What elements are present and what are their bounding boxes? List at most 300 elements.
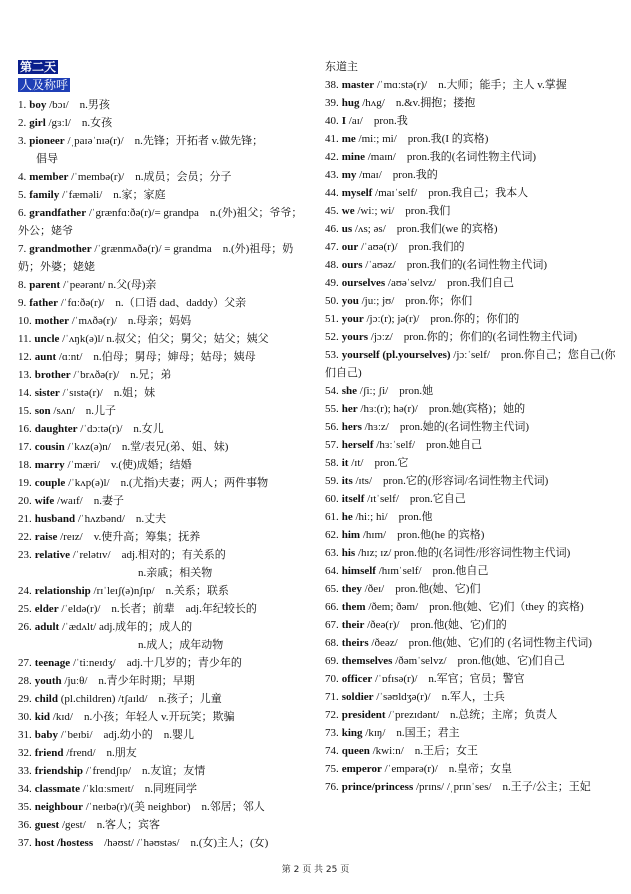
entry-number: 14. <box>18 387 32 399</box>
right-column <box>325 58 617 796</box>
vocab-entry <box>325 310 617 328</box>
entry-number: 74. <box>325 745 339 757</box>
entry-word: yourself (pl.yourselves) <box>341 349 451 361</box>
continued-text: 东道主 <box>325 61 358 73</box>
entry-definition: /ˈprezɪdənt/ n.总统；主席；负责人 <box>385 709 558 721</box>
vocab-entry <box>325 220 617 238</box>
entry-definition: /ˈtiːneɪdʒ/ adj.十几岁的；青少年的 <box>70 657 242 669</box>
entry-word: aunt <box>34 351 57 363</box>
entry-definition: /hɜːˈself/ pron.她自己 <box>373 439 483 451</box>
vocab-list-left <box>18 96 311 852</box>
entry-word: him <box>341 529 361 541</box>
entry-word: its <box>341 475 353 487</box>
vocab-entry <box>325 616 617 634</box>
entry-number: 40. <box>325 115 339 127</box>
entry-number: 12. <box>18 351 32 363</box>
entry-definition: /ˈfɑːðə(r)/ n.（口语 dad、daddy）父亲 <box>57 297 247 309</box>
entry-word: you <box>341 295 359 307</box>
entry-definition: /reɪz/ v.使升高；筹集；抚养 <box>57 531 201 543</box>
vocab-entry <box>325 634 617 652</box>
vocab-entry <box>18 762 311 780</box>
entry-word: we <box>341 205 355 217</box>
entry-word: hers <box>341 421 362 433</box>
entry-number: 37. <box>18 837 32 849</box>
vocab-entry <box>325 436 617 454</box>
entry-word: himself <box>341 565 376 577</box>
entry-number: 30. <box>18 711 32 723</box>
vocab-entry <box>18 348 311 366</box>
vocab-entry <box>18 582 311 600</box>
entry-number: 34. <box>18 783 32 795</box>
entry-definition: /rɪˈleɪʃ(ə)nʃɪp/ n.关系；联系 <box>90 585 229 597</box>
entry-number: 13. <box>18 369 32 381</box>
entry-number: 33. <box>18 765 32 777</box>
entry-number: 58. <box>325 457 339 469</box>
entry-word: pioneer <box>29 135 65 147</box>
vocab-entry <box>325 562 617 580</box>
entry-definition: /prɪns/ /ˌprɪnˈses/ n.王子/公主；王妃 <box>413 781 591 793</box>
entry-number: 39. <box>325 97 339 109</box>
entry-definition: /juː; jʊ/ pron.你；你们 <box>358 295 473 307</box>
entry-number: 51. <box>325 313 339 325</box>
entry-number: 9. <box>18 297 27 309</box>
entry-definition: /ɪtˈself/ pron.它自己 <box>364 493 466 505</box>
entry-definition: /ˈʌŋk(ə)l/ n.叔父；伯父；舅父；姑父；姨父 <box>59 333 269 345</box>
vocab-entry <box>325 580 617 598</box>
entry-definition: /kɪŋ/ n.国王；君主 <box>362 727 460 739</box>
entry-number: 21. <box>18 513 32 525</box>
entry-number: 26. <box>18 621 32 633</box>
entry-word: friend <box>34 747 64 759</box>
vocab-entry <box>18 114 311 132</box>
vocab-entry <box>18 366 311 384</box>
entry-definition: /ðeə(r)/ pron.他(她、它)们的 <box>364 619 507 631</box>
vocab-entry <box>325 76 617 94</box>
vocab-entry <box>18 780 311 798</box>
entry-word: her <box>341 403 358 415</box>
entry-number: 73. <box>325 727 339 739</box>
vocab-entry <box>18 438 311 456</box>
vocab-entry <box>325 454 617 472</box>
entry-number: 5. <box>18 189 27 201</box>
entry-definition: /ˈsəʊldʒə(r)/ n.军人，士兵 <box>373 691 505 703</box>
entry-definition: /kwiːn/ n.王后；女王 <box>369 745 479 757</box>
vocab-entry <box>325 400 617 418</box>
entry-word: me <box>341 133 356 145</box>
entry-word: yours <box>341 331 369 343</box>
entry-number: 16. <box>18 423 32 435</box>
vocab-entry <box>18 672 311 690</box>
entry-number: 42. <box>325 151 339 163</box>
vocab-entry <box>325 526 617 544</box>
entry-word: daughter <box>34 423 78 435</box>
entry-number: 49. <box>325 277 339 289</box>
entry-word: couple <box>34 477 66 489</box>
vocab-entry <box>18 402 311 420</box>
vocab-entry <box>325 778 617 796</box>
entry-number: 56. <box>325 421 339 433</box>
entry-word: their <box>341 619 365 631</box>
entry-word: my <box>341 169 357 181</box>
vocab-entry <box>18 420 311 438</box>
entry-definition: /həʊst/ /ˈhəʊstəs/ n.(女)主人；(女) <box>93 837 269 849</box>
entry-definition: /ˈhʌzbənd/ n.丈夫 <box>75 513 167 525</box>
entry-number: 76. <box>325 781 339 793</box>
entry-word: theirs <box>341 637 369 649</box>
entry-word: husband <box>34 513 76 525</box>
entry-definition: /ˈædʌlt/ adj.成年的；成人的 <box>59 621 193 633</box>
entry-number: 4. <box>18 171 27 183</box>
entry-word: I <box>341 115 347 127</box>
entry-definition: /ˈmɑːstə(r)/ n.大师；能手；主人 v.掌握 <box>374 79 567 91</box>
entry-definition: /ˈrelətɪv/ adj.相对的；有关系的 <box>69 549 226 561</box>
entry-word: king <box>341 727 363 739</box>
entry-definition: /hɪz; ɪz/ pron.他的(名词性/形容词性物主代词) <box>355 547 571 559</box>
entry-word: your <box>341 313 364 325</box>
entry-definition: /ðeɪ/ pron.他(她、它)们 <box>361 583 481 595</box>
entry-number: 22. <box>18 531 32 543</box>
vocab-entry <box>18 96 311 114</box>
entry-word: son <box>34 405 51 417</box>
entry-number: 41. <box>325 133 339 145</box>
entry-number: 65. <box>325 583 339 595</box>
vocab-entry <box>325 112 617 130</box>
page-footer: 第 2 页 共 25 页 <box>281 865 350 875</box>
vocab-entry <box>18 186 311 204</box>
entry-definition: /ɑːnt/ n.伯母；舅母；婶母；姑母；姨母 <box>56 351 256 363</box>
vocab-entry <box>18 834 311 852</box>
entry-definition: /ˈklɑːsmeɪt/ n.同班同学 <box>79 783 197 795</box>
entry-word: grandmother <box>29 243 92 255</box>
entry-definition: /maɪn/ pron.我的(名词性物主代词) <box>364 151 537 163</box>
entry-word: herself <box>341 439 374 451</box>
entry-word: girl <box>29 117 46 129</box>
vocab-entry <box>18 492 311 510</box>
vocab-entry <box>325 328 617 346</box>
entry-number: 19. <box>18 477 32 489</box>
entry-word: family <box>29 189 60 201</box>
entry-definition: /ˈmembə(r)/ n.成员；会员；分子 <box>68 171 232 183</box>
entry-definition: /ˈbeɪbi/ adj.幼小的 n.婴儿 <box>58 729 194 741</box>
entry-definition: /ˈmæri/ v.(使)成婚；结婚 <box>64 459 192 471</box>
entry-definition: /ˈfrendʃɪp/ n.友谊；友情 <box>83 765 206 777</box>
entry-word: friendship <box>34 765 84 777</box>
entry-word: sister <box>34 387 60 399</box>
entry-definition: /ˈgrænmʌðə(r)/ = grandma n.(外)祖母；奶奶；外婆；姥姥 <box>18 243 294 273</box>
entry-definition: /wiː; wi/ pron.我们 <box>354 205 451 217</box>
entry-definition: /ðeəz/ pron.他(她、它)们的 (名词性物主代词) <box>368 637 592 649</box>
entry-word: grandfather <box>29 207 87 219</box>
entry-word: child <box>34 693 58 705</box>
entry-number: 35. <box>18 801 32 813</box>
vocab-entry <box>325 166 617 184</box>
entry-word: emperor <box>341 763 382 775</box>
vocab-entry <box>325 202 617 220</box>
entry-word: officer <box>341 673 373 685</box>
vocab-entry <box>325 418 617 436</box>
entry-number: 63. <box>325 547 339 559</box>
entry-word: prince/princess <box>341 781 414 793</box>
vocab-entry <box>18 726 311 744</box>
entry-word: kid <box>34 711 51 723</box>
vocab-entry <box>325 274 617 292</box>
entry-word: teenage <box>34 657 71 669</box>
entry-number: 2. <box>18 117 27 129</box>
entry-definition: /hɜː(r); hə(r)/ pron.她(宾格)；她的 <box>357 403 526 415</box>
entry-word: host /hostess <box>34 837 94 849</box>
entry-number: 70. <box>325 673 339 685</box>
entry-number: 55. <box>325 403 339 415</box>
vocab-entry <box>325 706 617 724</box>
entry-word: relative <box>34 549 70 561</box>
entry-word: itself <box>341 493 365 505</box>
vocab-entry <box>18 708 311 726</box>
vocab-entry <box>325 148 617 166</box>
entry-word: brother <box>34 369 71 381</box>
entry-definition: /gɜːl/ n.女孩 <box>45 117 113 129</box>
entry-number: 31. <box>18 729 32 741</box>
vocab-entry <box>325 256 617 274</box>
left-column <box>18 58 311 852</box>
entry-number: 61. <box>325 511 339 523</box>
entry-number: 36. <box>18 819 32 831</box>
entry-definition: /ˈkʌp(ə)l/ n.(尤指)夫妻；两人；两件事物 <box>65 477 269 489</box>
entry-word: classmate <box>34 783 80 795</box>
entry-word: mine <box>341 151 365 163</box>
vocab-entry <box>18 816 311 834</box>
entry-number: 64. <box>325 565 339 577</box>
entry-number: 43. <box>325 169 339 181</box>
entry-definition: /ˈpeərənt/ n.父(母)亲 <box>60 279 157 291</box>
entry-number: 6. <box>18 207 27 219</box>
vocab-entry <box>18 168 311 186</box>
vocab-entry <box>325 490 617 508</box>
entry-number: 24. <box>18 585 32 597</box>
entry-word: our <box>341 241 359 253</box>
entry-number: 23. <box>18 549 32 561</box>
vocab-entry <box>325 670 617 688</box>
entry-word: cousin <box>34 441 65 453</box>
entry-word: myself <box>341 187 373 199</box>
entry-number: 11. <box>18 333 32 345</box>
entry-number: 20. <box>18 495 32 507</box>
vocab-entry <box>18 744 311 762</box>
entry-definition: /ˈdɔːtə(r)/ n.女儿 <box>77 423 164 435</box>
entry-word: he <box>341 511 353 523</box>
entry-continuation: n.亲戚；相关物 <box>138 567 213 579</box>
entry-word: queen <box>341 745 370 757</box>
entry-definition: /gest/ n.客人；宾客 <box>59 819 161 831</box>
vocab-entry <box>18 690 311 708</box>
entry-definition: /maɪˈself/ pron.我自己；我本人 <box>372 187 529 199</box>
entry-definition: /hiː; hi/ pron.他 <box>352 511 433 523</box>
vocab-entry <box>325 382 617 400</box>
entry-word: adult <box>34 621 60 633</box>
vocab-entry <box>18 618 311 636</box>
entry-word: president <box>341 709 386 721</box>
vocab-entry <box>18 474 311 492</box>
entry-definition: /ˈaʊə(r)/ pron.我们的 <box>358 241 465 253</box>
vocab-entry <box>18 384 311 402</box>
vocab-entry <box>325 130 617 148</box>
entry-word: she <box>341 385 358 397</box>
entry-definition: /ˈmʌðə(r)/ n.母亲；妈妈 <box>68 315 192 327</box>
entry-word: relationship <box>34 585 91 597</box>
entry-definition: /miː; mi/ pron.我(I 的宾格) <box>355 133 489 145</box>
vocab-entry <box>325 724 617 742</box>
vocab-entry <box>325 544 617 562</box>
entry-word: mother <box>34 315 69 327</box>
entry-definition: /aʊəˈselvz/ pron.我们自己 <box>385 277 514 289</box>
entry-number: 53. <box>325 349 339 361</box>
vocab-entry <box>18 294 311 312</box>
entry-word: his <box>341 547 356 559</box>
vocab-entry <box>18 312 311 330</box>
entry-word: marry <box>34 459 65 471</box>
entry-word: hug <box>341 97 360 109</box>
entry-word: raise <box>34 531 58 543</box>
entry-number: 62. <box>325 529 339 541</box>
entry-word: father <box>29 297 58 309</box>
entry-number: 52. <box>325 331 339 343</box>
entry-definition: /ɪts/ pron.它的(形容词/名词性物主代词) <box>352 475 549 487</box>
entry-definition: /jɔːz/ pron.你的；你们的(名词性物主代词) <box>368 331 578 343</box>
vocab-entry <box>18 330 311 348</box>
vocab-entry <box>18 798 311 816</box>
entry-word: neighbour <box>34 801 84 813</box>
vocab-entry <box>325 652 617 670</box>
vocab-entry <box>325 598 617 616</box>
vocab-entry <box>325 292 617 310</box>
entry-number: 60. <box>325 493 339 505</box>
entry-word: they <box>341 583 362 595</box>
entry-definition: /aɪ/ pron.我 <box>346 115 408 127</box>
entry-word: wife <box>34 495 55 507</box>
entry-definition: /jɔːˈself/ pron.你自己；您自己(你们自己) <box>325 349 616 379</box>
vocab-entry <box>18 132 311 150</box>
entry-definition: /ˈɒfɪsə(r)/ n.军官；官员；警官 <box>372 673 525 685</box>
entry-definition: /ʌs; əs/ pron.我们(we 的宾格) <box>352 223 498 235</box>
entry-word: ourselves <box>341 277 386 289</box>
entry-number: 57. <box>325 439 339 451</box>
entry-number: 44. <box>325 187 339 199</box>
vocab-entry <box>325 346 617 382</box>
entry-definition: /ðəmˈselvz/ pron.他(她、它)们自己 <box>392 655 565 667</box>
entry-number: 46. <box>325 223 339 235</box>
entry-number: 28. <box>18 675 32 687</box>
entry-definition: /hɪm/ pron.他(he 的宾格) <box>360 529 485 541</box>
entry-definition: /ˈkʌz(ə)n/ n.堂/表兄(弟、姐、妹) <box>64 441 229 453</box>
entry-number: 59. <box>325 475 339 487</box>
entry-number: 71. <box>325 691 339 703</box>
entry-definition: /ʃiː; ʃi/ pron.她 <box>357 385 434 397</box>
vocab-entry <box>18 600 311 618</box>
entry-number: 68. <box>325 637 339 649</box>
entry-definition: /ˈsɪstə(r)/ n.姐；妹 <box>59 387 156 399</box>
entry-number: 18. <box>18 459 32 471</box>
entry-word: guest <box>34 819 60 831</box>
entry-number: 50. <box>325 295 339 307</box>
entry-number: 38. <box>325 79 339 91</box>
entry-definition: /hʌg/ n.&v.拥抱；搂抱 <box>359 97 476 109</box>
day-label: 第二天 <box>20 60 57 74</box>
entry-number: 47. <box>325 241 339 253</box>
entry-definition: /maɪ/ pron.我的 <box>356 169 438 181</box>
entry-word: elder <box>34 603 59 615</box>
vocab-entry <box>325 742 617 760</box>
entry-number: 66. <box>325 601 339 613</box>
entry-number: 10. <box>18 315 32 327</box>
entry-number: 27. <box>18 657 32 669</box>
entry-number: 8. <box>18 279 27 291</box>
entry-word: member <box>29 171 69 183</box>
entry-word: it <box>341 457 349 469</box>
entry-word: themselves <box>341 655 393 667</box>
entry-definition: /jɔː(r); jə(r)/ pron.你的；你们的 <box>363 313 520 325</box>
entry-definition: /ˈeldə(r)/ n.长者；前辈 adj.年纪较长的 <box>58 603 257 615</box>
entry-number: 45. <box>325 205 339 217</box>
entry-definition: /ˈgrænfɑːðə(r)/= grandpa n.(外)祖父；爷爷；外公；姥爷 <box>18 207 303 237</box>
entry-definition: /ɪt/ pron.它 <box>348 457 409 469</box>
entry-definition: /hɪmˈself/ pron.他自己 <box>375 565 489 577</box>
entry-definition: /kɪd/ n.小孩；年轻人 v.开玩笑；欺骗 <box>50 711 235 723</box>
entry-word: master <box>341 79 375 91</box>
entry-definition: /ˈempərə(r)/ n.皇帝；女皇 <box>381 763 513 775</box>
entry-continuation: n.成人；成年动物 <box>138 639 224 651</box>
entry-definition: /waɪf/ n.妻子 <box>54 495 124 507</box>
entry-number: 75. <box>325 763 339 775</box>
entry-word: us <box>341 223 353 235</box>
vocab-entry <box>18 456 311 474</box>
entry-definition: /ˈneɪbə(r)/(美 neighbor) n.邻居；邻人 <box>83 801 265 813</box>
vocab-entry <box>325 184 617 202</box>
entry-word: uncle <box>34 333 60 345</box>
vocab-entry <box>325 238 617 256</box>
vocab-entry <box>325 688 617 706</box>
entry-word: ours <box>341 259 363 271</box>
entry-word: baby <box>34 729 58 741</box>
entry-word: youth <box>34 675 62 687</box>
entry-definition: (pl.children) /tʃaɪld/ n.孩子；儿童 <box>57 693 222 705</box>
vocab-entry <box>18 654 311 672</box>
entry-definition: /sʌn/ n.儿子 <box>50 405 117 417</box>
entry-number: 29. <box>18 693 32 705</box>
entry-number: 69. <box>325 655 339 667</box>
vocab-entry <box>18 510 311 528</box>
entry-number: 48. <box>325 259 339 271</box>
entry-definition: /ˈbrʌðə(r)/ n.兄；弟 <box>70 369 172 381</box>
vocab-entry <box>18 528 311 546</box>
entry-definition: /ˈaʊəz/ pron.我们的(名词性物主代词) <box>362 259 547 271</box>
entry-definition: /juːθ/ n.青少年时期；早期 <box>61 675 195 687</box>
entry-definition: /frend/ n.朋友 <box>63 747 137 759</box>
entry-word: boy <box>29 99 47 111</box>
vocab-entry <box>325 94 617 112</box>
vocab-entry <box>18 204 311 240</box>
entry-word: them <box>341 601 366 613</box>
vocab-entry <box>18 546 311 564</box>
entry-number: 72. <box>325 709 339 721</box>
entry-definition: /ðem; ðəm/ pron.他(她、它)们（they 的宾格) <box>365 601 584 613</box>
entry-number: 67. <box>325 619 339 631</box>
entry-number: 17. <box>18 441 32 453</box>
entry-number: 25. <box>18 603 32 615</box>
section-header <box>18 58 311 94</box>
section-label: 人及称呼 <box>20 78 69 92</box>
vocab-entry <box>325 760 617 778</box>
entry-word: parent <box>29 279 61 291</box>
vocab-list-right <box>325 76 617 796</box>
